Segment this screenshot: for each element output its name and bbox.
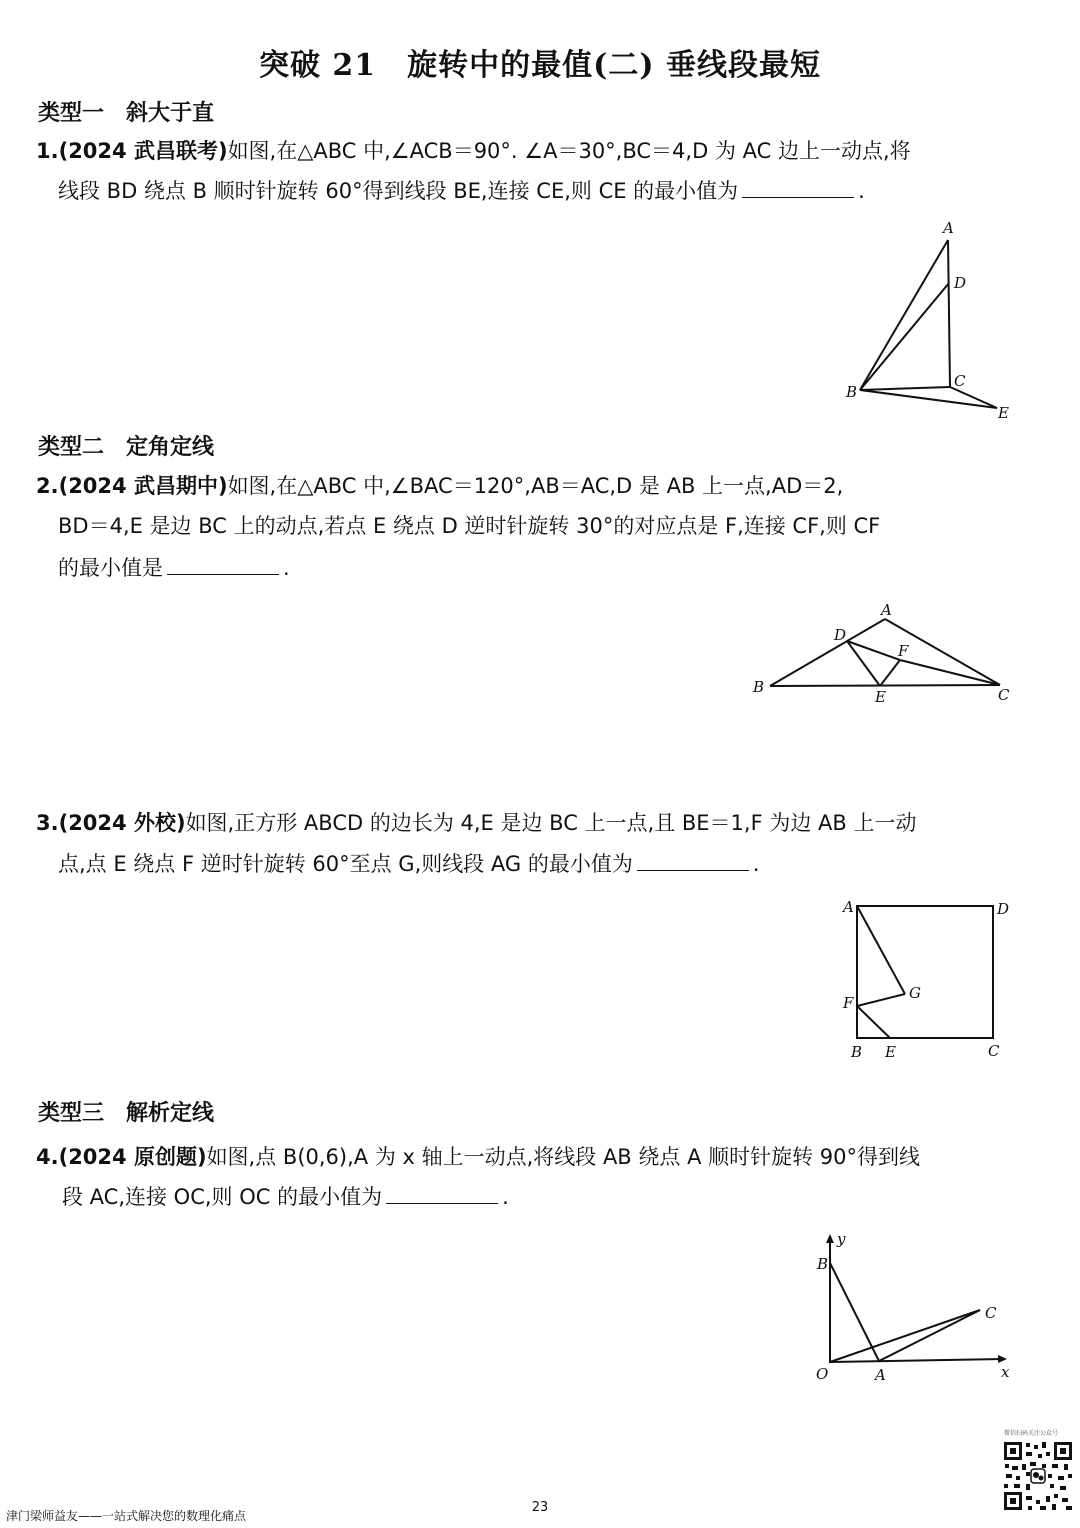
problem-2-text-1: 如图,在△ABC 中,∠BAC＝120°,AB＝AC,D 是 AB 上一点,AD＝2, <box>227 474 844 498</box>
problem-3-number: 3. <box>36 811 59 835</box>
section-heading-2: 类型二 定角定线 <box>38 435 215 460</box>
fig4-y-arrow <box>826 1234 834 1243</box>
section-heading-3: 类型三 解析定线 <box>38 1101 215 1126</box>
fig4-segment-ab <box>830 1263 879 1361</box>
qr-caption: 微信扫码关注公众号 <box>1004 1430 1059 1437</box>
fig1-label-b: B <box>846 383 858 401</box>
problem-3-source: (2024 外校) <box>58 811 186 835</box>
fig2-label-c: C <box>998 686 1010 704</box>
fig4-label-a: A <box>875 1366 886 1384</box>
figure-2 <box>745 598 1030 710</box>
problem-1-text-1: 如图,在△ABC 中,∠ACB＝90°. ∠A＝30°,BC＝4,D 为 AC 边上一动点,将 <box>227 139 911 163</box>
fig3-segment-fg <box>857 994 905 1006</box>
fig3-label-b: B <box>851 1043 863 1061</box>
fig1-label-c: C <box>954 372 966 390</box>
problem-3-line-2 <box>58 848 760 878</box>
fig2-label-d: D <box>834 626 847 644</box>
problem-1-number: 1. <box>36 139 59 163</box>
fig4-label-b: B <box>817 1255 829 1273</box>
fig2-side-bc <box>770 685 1000 686</box>
fig1-side-ac <box>948 240 950 387</box>
problem-2-text-3: 的最小值是 <box>58 556 163 580</box>
page-number: 23 <box>531 1500 549 1515</box>
problem-2-answer-blank[interactable] <box>167 556 279 575</box>
fig2-label-b: B <box>753 678 765 696</box>
problem-2-text-2: BD＝4,E 是边 BC 上的动点,若点 E 绕点 D 逆时针旋转 30°的对应点是 F,连接 CF,则 CF <box>58 514 881 538</box>
problem-2-line-3 <box>58 552 290 582</box>
problem-4-number: 4. <box>36 1145 59 1169</box>
fig3-label-f: F <box>843 994 854 1012</box>
figure-1 <box>830 220 1020 425</box>
fig3-label-a: A <box>843 898 854 916</box>
problem-4-text-2: 段 AC,连接 OC,则 OC 的最小值为 <box>62 1185 383 1209</box>
fig3-segment-fe <box>857 1006 890 1038</box>
problem-1-end: . <box>858 179 865 203</box>
problem-2-number: 2. <box>36 474 59 498</box>
fig4-segment-oc <box>830 1310 980 1362</box>
fig4-label-x: x <box>1001 1363 1010 1381</box>
fig4-segment-ac <box>879 1310 980 1361</box>
fig4-x-arrow <box>998 1355 1007 1363</box>
problem-1-answer-blank[interactable] <box>742 179 854 198</box>
problem-1-text-2: 线段 BD 绕点 B 顺时针旋转 60°得到线段 BE,连接 CE,则 CE 的最小值为 <box>58 179 739 203</box>
fig3-label-d: D <box>997 900 1010 918</box>
footer-text: 津门梁师益友——一站式解决您的数理化痛点 <box>6 1509 247 1523</box>
fig2-label-a: A <box>881 601 892 619</box>
problem-2-line-2 <box>58 510 880 540</box>
fig4-x-axis <box>830 1359 1003 1362</box>
fig1-label-e: E <box>998 404 1009 422</box>
fig2-side-ba <box>770 619 885 686</box>
page-title: 突破 21 旋转中的最值(二) 垂线段最短 <box>258 48 822 83</box>
fig4-label-o: O <box>816 1365 829 1383</box>
fig1-segment-bd <box>860 283 949 390</box>
problem-2-line-1 <box>36 470 843 500</box>
fig1-label-a: A <box>943 220 954 237</box>
problem-3-end: . <box>752 852 760 876</box>
fig4-label-c: C <box>985 1304 997 1322</box>
fig1-side-ab <box>860 240 948 390</box>
fig4-label-y: y <box>837 1230 846 1248</box>
problem-4-source: (2024 原创题) <box>58 1145 207 1169</box>
problem-1-line-2 <box>58 175 865 205</box>
fig2-segment-ef <box>880 660 900 686</box>
problem-1-line-1 <box>36 135 911 165</box>
figure-4 <box>805 1228 1020 1388</box>
fig3-square-abcd <box>857 906 993 1038</box>
fig1-side-bc <box>860 387 950 390</box>
problem-3-answer-blank[interactable] <box>637 852 749 871</box>
problem-4-end: . <box>502 1185 509 1209</box>
problem-4-answer-blank[interactable] <box>386 1185 498 1204</box>
problem-3-line-1 <box>36 807 916 837</box>
fig3-label-e: E <box>885 1043 896 1061</box>
problem-3-text-1: 如图,正方形 ABCD 的边长为 4,E 是边 BC 上一点,且 BE＝1,F 为边 AB 上一动 <box>185 811 917 835</box>
problem-3-text-2: 点,点 E 绕点 F 逆时针旋转 60°至点 G,则线段 AG 的最小值为 <box>58 852 633 876</box>
fig2-segment-cf <box>900 660 1000 685</box>
figure-3 <box>835 892 1020 1064</box>
section-heading-1: 类型一 斜大于直 <box>38 101 215 126</box>
fig3-label-g: G <box>909 984 921 1002</box>
problem-4-line-1 <box>36 1141 920 1171</box>
problem-4-text-1: 如图,点 B(0,6),A 为 x 轴上一动点,将线段 AB 绕点 A 顺时针旋转 90°得到线 <box>206 1145 921 1169</box>
problem-4-line-2 <box>62 1181 509 1211</box>
fig1-label-d: D <box>954 274 967 292</box>
problem-1-source: (2024 武昌联考) <box>58 139 228 163</box>
fig2-label-e: E <box>875 688 886 706</box>
fig2-label-f: F <box>898 642 909 660</box>
fig3-label-c: C <box>988 1042 1000 1060</box>
problem-2-source: (2024 武昌期中) <box>58 474 228 498</box>
problem-2-end: . <box>283 556 290 580</box>
fig3-segment-ag <box>857 906 905 994</box>
